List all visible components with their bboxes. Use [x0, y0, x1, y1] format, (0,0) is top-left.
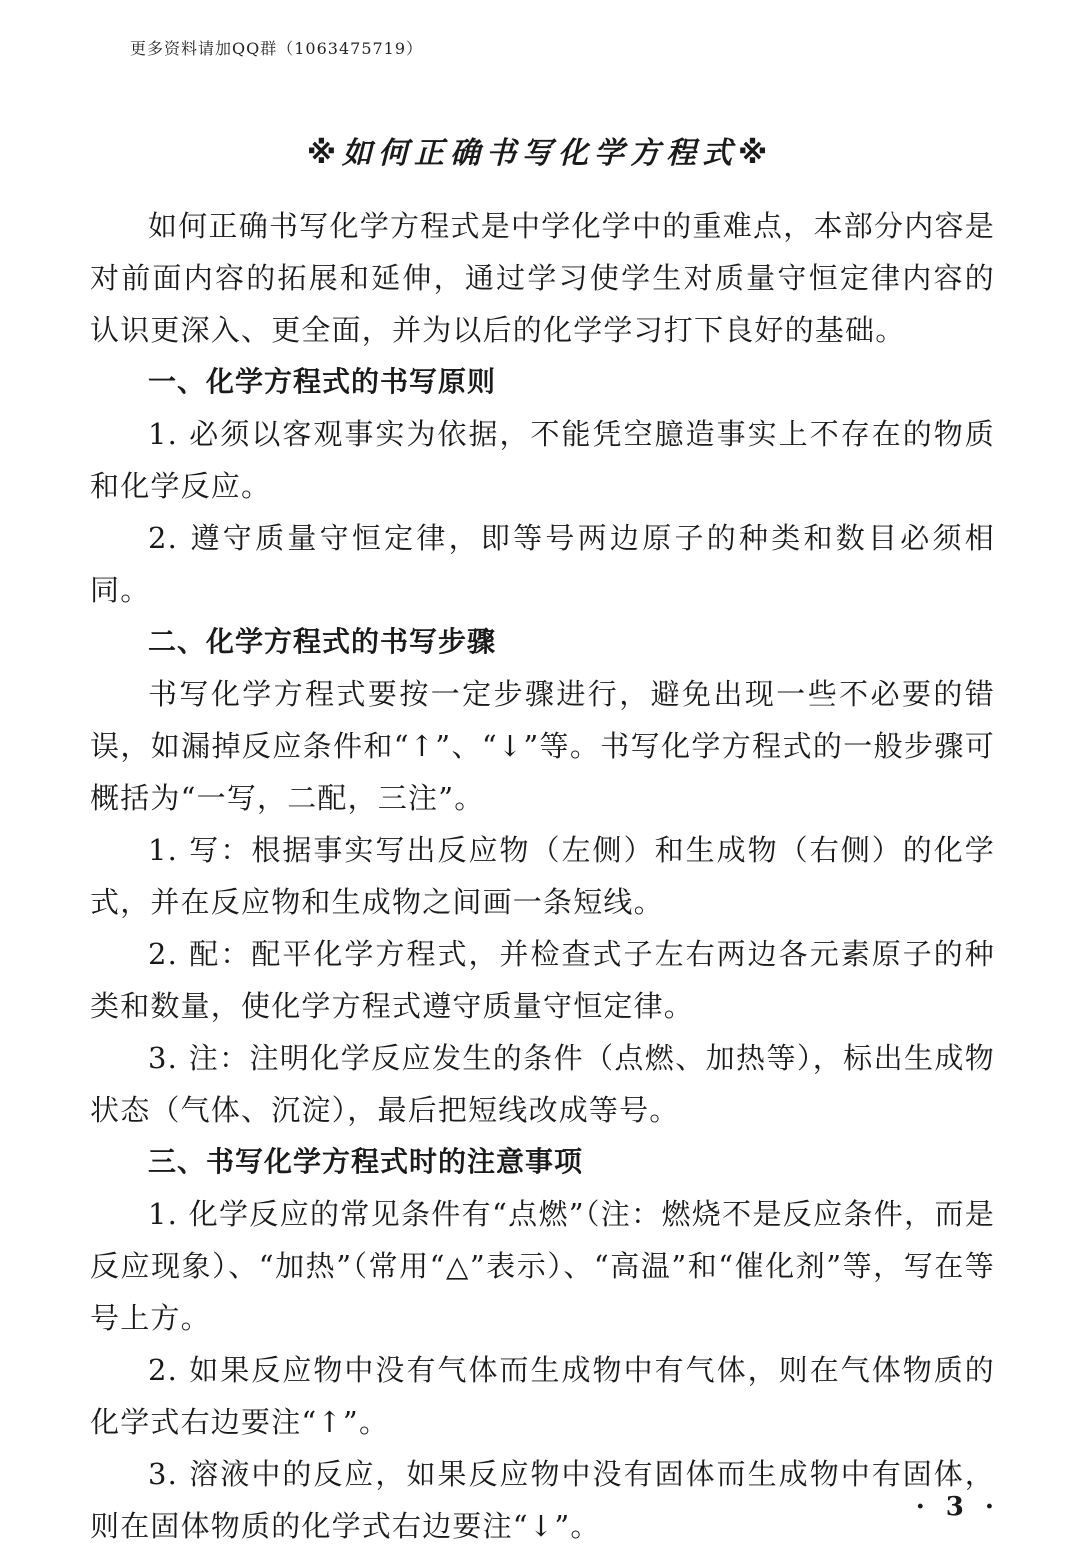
section-heading-2: 二、化学方程式的书写步骤 [148, 625, 497, 658]
page-number: · 3 · [915, 1492, 1000, 1522]
section-2-paragraph-3: 2. 配：配平化学方程式，并检查式子左右两边各元素原子的种类和数量，使化学方程式遵守质量守恒定律。 [90, 937, 995, 1023]
section-3-paragraph-2: 2. 如果反应物中没有气体而生成物中有气体，则在气体物质的化学式右边要注“↑”。 [90, 1353, 995, 1439]
section-heading-3: 三、书写化学方程式时的注意事项 [148, 1145, 584, 1178]
section-2-paragraph-2: 1. 写：根据事实写出反应物（左侧）和生成物（右侧）的化学式，并在反应物和生成物之间画一条短线。 [90, 833, 995, 919]
body-content [90, 200, 995, 1552]
section-1-paragraph-2: 2. 遵守质量守恒定律，即等号两边原子的种类和数目必须相同。 [90, 521, 995, 607]
section-3-paragraph-1: 1. 化学反应的常见条件有“点燃”（注：燃烧不是反应条件，而是反应现象）、“加热”（常用“△”表示）、“高温”和“催化剂”等，写在等号上方。 [90, 1197, 995, 1335]
section-heading-1: 一、化学方程式的书写原则 [148, 365, 497, 398]
page-title: ※如何正确书写化学方程式※ [306, 136, 774, 171]
section-3-paragraph-3: 3. 溶液中的反应，如果反应物中没有固体而生成物中有固体，则在固体物质的化学式右边要注“↓”。 [90, 1457, 995, 1543]
section-2-paragraph-1: 书写化学方程式要按一定步骤进行，避免出现一些不必要的错误，如漏掉反应条件和“↑”、“↓”等。书写化学方程式的一般步骤可概括为“一写，二配，三注”。 [90, 677, 995, 815]
section-2-paragraph-4: 3. 注：注明化学反应发生的条件（点燃、加热等），标出生成物状态（气体、沉淀），最后把短线改成等号。 [90, 1041, 995, 1127]
section-1-paragraph-1: 1. 必须以客观事实为依据，不能凭空臆造事实上不存在的物质和化学反应。 [90, 417, 995, 503]
header-note: 更多资料请加QQ群（1063475719） [130, 39, 424, 58]
intro-paragraph: 如何正确书写化学方程式是中学化学中的重难点，本部分内容是对前面内容的拓展和延伸，通过学习使学生对质量守恒定律内容的认识更深入、更全面，并为以后的化学学习打下良好的基础。 [90, 209, 995, 347]
